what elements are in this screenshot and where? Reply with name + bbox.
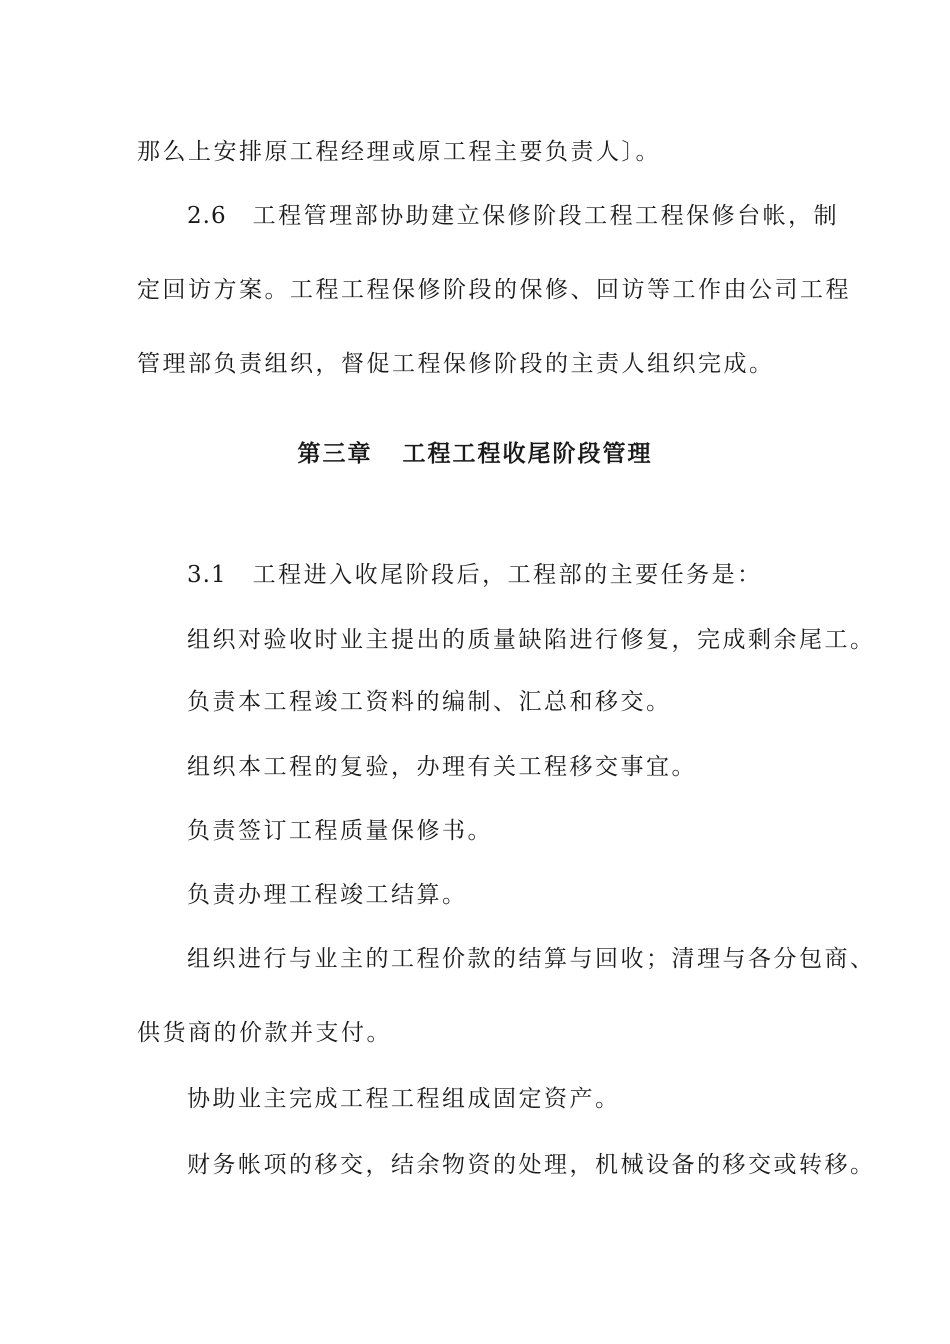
list-item: 协助业主完成工程工程组成固定资产。	[187, 1086, 621, 1112]
section-intro: 工程进入收尾阶段后，工程部的主要任务是：	[252, 562, 763, 588]
section-number: 2.6	[187, 203, 227, 229]
section-3-1-line	[187, 560, 763, 590]
paragraph-line: 定回访方案。工程工程保修阶段的保修、回访等工作由公司工程	[137, 277, 851, 303]
paragraph-line: 那么上安排原工程经理或原工程主要负责人〕。	[137, 139, 661, 165]
paragraph-text: 工程管理部协助建立保修阶段工程工程保修台帐，制	[252, 203, 840, 229]
list-item: 组织进行与业主的工程价款的结算与回收；清理与各分包商、	[187, 946, 876, 972]
list-item: 负责办理工程竣工结算。	[187, 882, 468, 908]
chapter-title: 工程工程收尾阶段管理	[402, 440, 653, 467]
list-item: 组织对验收时业主提出的质量缺陷进行修复，完成剩余尾工。	[187, 627, 876, 653]
list-item-continuation: 供货商的价款并支付。	[137, 1020, 392, 1046]
list-item: 负责签订工程质量保修书。	[187, 818, 493, 844]
list-item: 负责本工程竣工资料的编制、汇总和移交。	[187, 689, 672, 715]
chapter-heading	[0, 439, 950, 469]
section-2-6-line	[187, 201, 839, 231]
list-item: 财务帐项的移交，结余物资的处理，机械设备的移交或转移。	[187, 1152, 876, 1178]
chapter-number: 第三章	[297, 440, 373, 467]
section-number: 3.1	[187, 562, 227, 588]
paragraph-line: 管理部负责组织，督促工程保修阶段的主责人组织完成。	[137, 351, 775, 377]
list-item: 组织本工程的复验，办理有关工程移交事宜。	[187, 754, 697, 780]
